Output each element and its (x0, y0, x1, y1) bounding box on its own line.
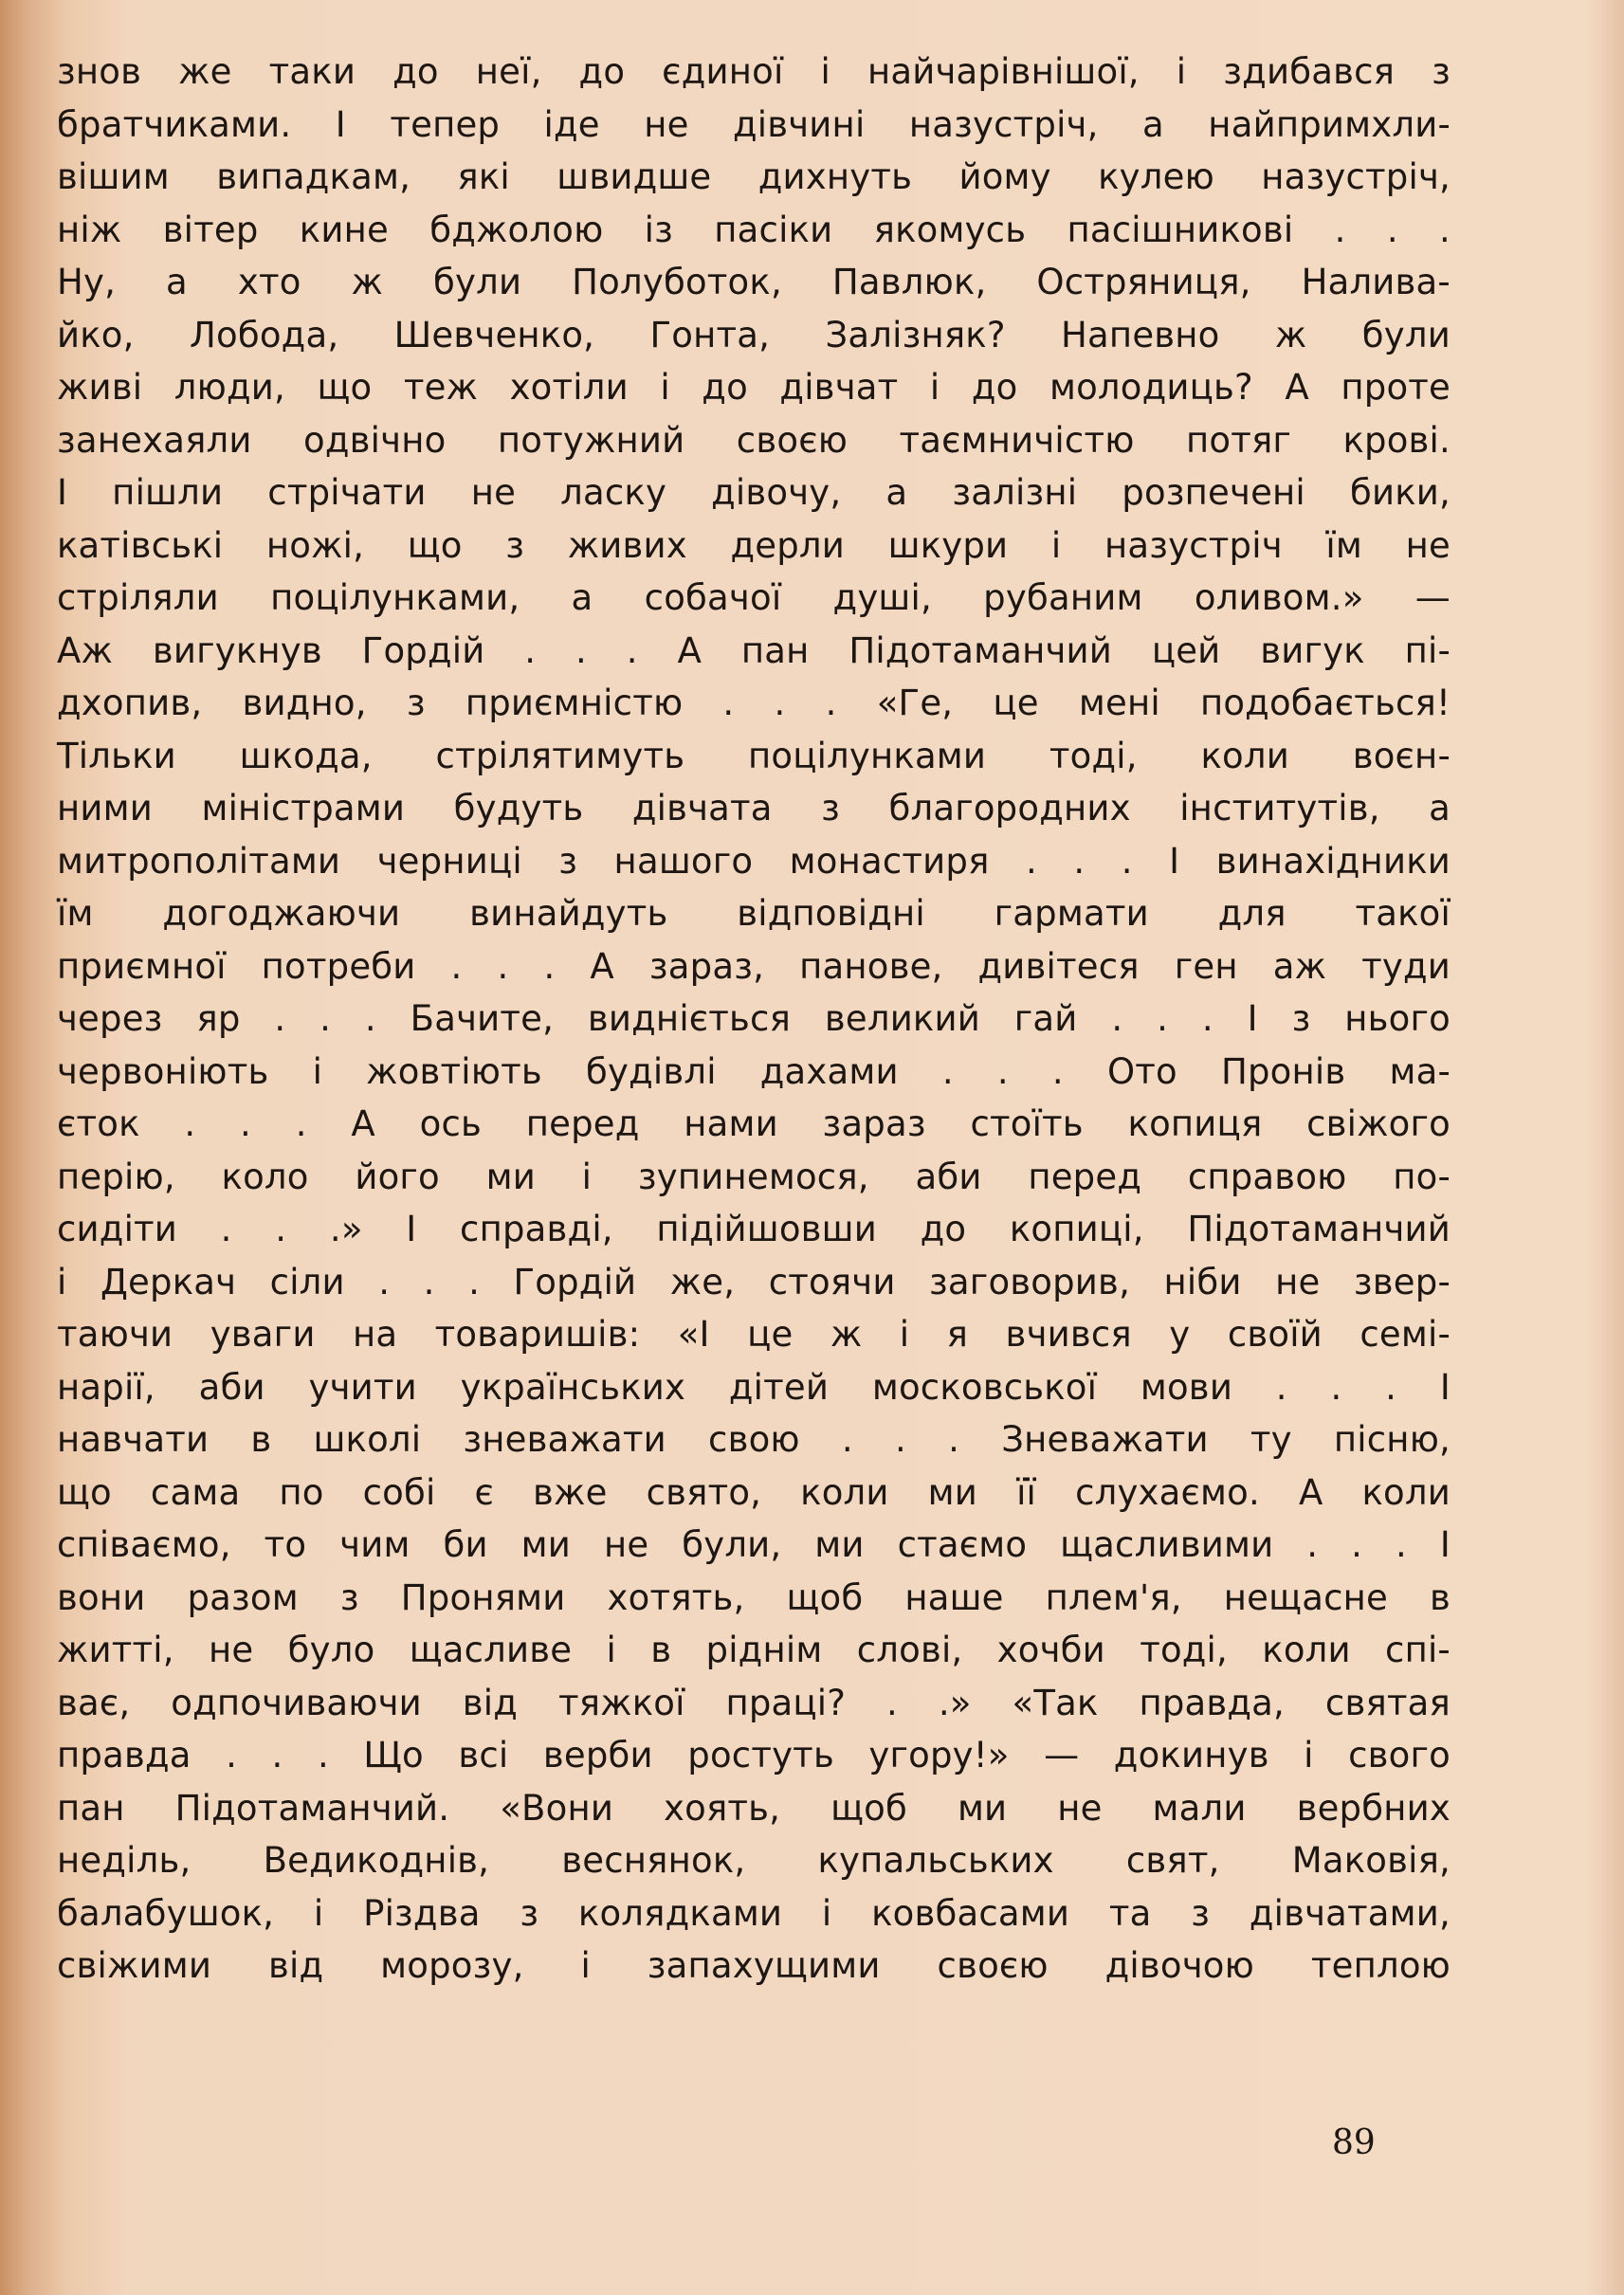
text-line: ває, одпочиваючи від тяжкої праці? . .» «Так правда, святая (57, 1682, 1451, 1723)
text-line: стріляли поцілунками, а собачої душі, рубаним оливом.» — (57, 577, 1451, 618)
text-line: занехаяли одвічно потужний своєю таємничістю потяг крові. (57, 419, 1451, 461)
text-line: і Деркач сіли . . . Гордій же, стоячи заговорив, ніби не звер- (57, 1261, 1451, 1302)
text-line: знов же таки до неї, до єдиної і найчарівнішої, і здибався з (57, 51, 1451, 92)
text-line: вони разом з Пронями хотять, щоб наше плем'я, нещасне в (57, 1576, 1451, 1618)
text-line: свіжими від морозу, і запахущими своєю дівочою теплою (57, 1945, 1451, 1986)
text-line: Тільки шкода, стрілятимуть поцілунками тоді, коли воєн- (57, 735, 1451, 776)
text-line: перію, коло його ми і зупинемося, аби перед справою по- (57, 1156, 1451, 1197)
text-line: сидіти . . .» І справді, підійшовши до копиці, Підотаманчий (57, 1209, 1451, 1249)
text-line: живі люди, що теж хотіли і до дівчат і до молодиць? А проте (57, 367, 1451, 408)
text-line: правда . . . Що всі верби ростуть угору!» — докинув і свого (57, 1735, 1451, 1776)
text-line: Ну, а хто ж були Полуботок, Павлюк, Остряниця, Налива- (57, 262, 1451, 302)
text-line: їм догоджаючи винайдуть відповідні гармати для такої (57, 893, 1451, 934)
text-line: єток . . . А ось перед нами зараз стоїть копиця свіжого (57, 1103, 1451, 1144)
text-line: балабушок, і Різдва з колядками і ковбасами та з дівчатами, (57, 1892, 1451, 1934)
text-line: катівські ножі, що з живих дерли шкури і назустріч їм не (57, 524, 1451, 566)
text-line: вішим випадкам, які швидше дихнуть йому кулею назустріч, (57, 156, 1451, 197)
body-text (57, 46, 1451, 1993)
text-line: житті, не було щасливе і в ріднім слові, хочби тоді, коли спі- (57, 1630, 1451, 1670)
text-line: через яр . . . Бачите, видніється великий гай . . . І з нього (57, 998, 1451, 1039)
page-number: 89 (1332, 2123, 1376, 2162)
text-line: йко, Лобода, Шевченко, Гонта, Залізняк? Напевно ж були (57, 314, 1451, 355)
text-line: ніж вітер кине бджолою із пасіки якомусь пасішникові . . . (57, 209, 1451, 250)
text-line: І пішли стрічати не ласку дівочу, а залізні розпечені бики, (57, 472, 1451, 513)
text-line: Аж вигукнув Гордій . . . А пан Підотаманчий цей вигук пі- (57, 629, 1451, 671)
text-line: приємної потреби . . . А зараз, панове, дивітеся ген аж туди (57, 945, 1451, 987)
text-line: червоніють і жовтіють будівлі дахами . . . Ото Пронів ма- (57, 1050, 1451, 1092)
text-line: співаємо, то чим би ми не були, ми стаємо щасливими . . . І (57, 1524, 1451, 1565)
text-line: дхопив, видно, з приємністю . . . «Ге, це мені подобається! (57, 683, 1451, 723)
text-line: братчиками. І тепер іде не дівчині назустріч, а найпримхли- (57, 103, 1451, 145)
text-line: неділь, Ведикоднів, веснянок, купальських свят, Маковія, (57, 1840, 1451, 1881)
text-line: нарії, аби учити українських дітей московської мови . . . І (57, 1366, 1451, 1408)
text-line: навчати в школі зневажати свою . . . Зневажати ту пісню, (57, 1419, 1451, 1460)
text-line: таючи уваги на товаришів: «І це ж і я вчився у своїй семі- (57, 1314, 1451, 1355)
text-line: пан Підотаманчий. «Вони хоять, щоб ми не мали вербних (57, 1787, 1451, 1829)
text-line: що сама по собі є вже свято, коли ми її слухаємо. А коли (57, 1471, 1451, 1513)
text-line: ними міністрами будуть дівчата з благородних інститутів, а (57, 788, 1451, 829)
text-line: митрополітами черниці з нашого монастиря . . . І винахідники (57, 840, 1451, 882)
page-edge-shadow (1586, 0, 1624, 2295)
